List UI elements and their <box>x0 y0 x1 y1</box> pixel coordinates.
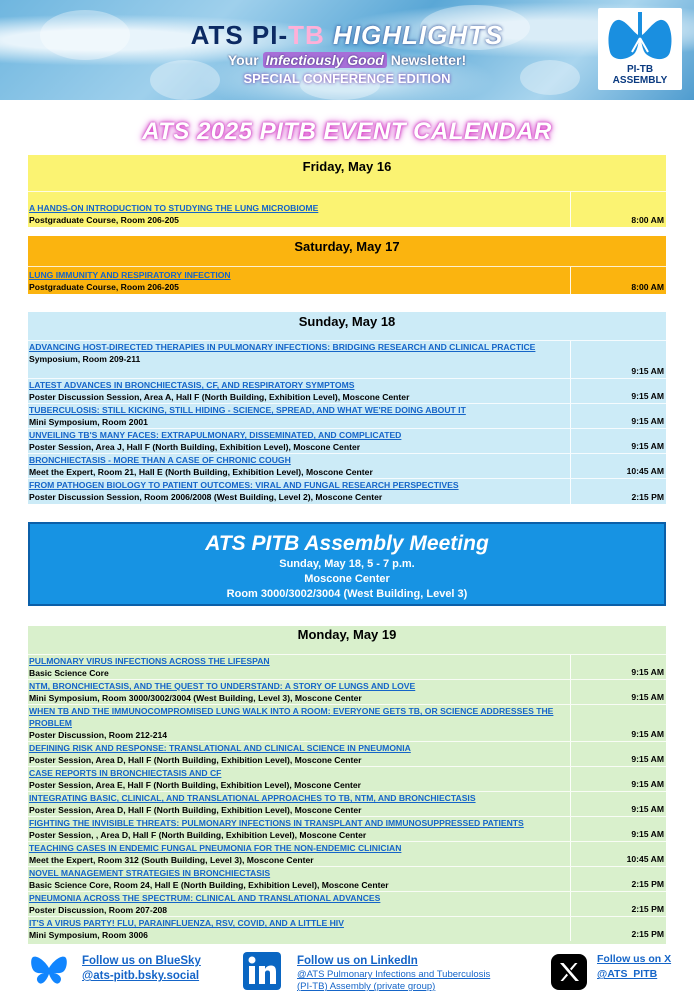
event-title-link[interactable]: WHEN TB AND THE IMMUNOCOMPROMISED LUNG WALK INTO A ROOM: EVERYONE GETS TB, OR SCIENCE ADDRESSES THE PROBLEM <box>29 706 554 728</box>
day-label: Saturday, May 17 <box>294 239 400 254</box>
event-row <box>28 916 666 941</box>
subtitle-part: Newsletter! <box>386 52 467 68</box>
event-row <box>28 266 666 294</box>
event-time: 9:15 AM <box>631 692 664 702</box>
x-follow[interactable] <box>597 952 671 982</box>
event-location: Meet the Expert, Room 312 (South Building, Level 3), Moscone Center <box>29 855 314 865</box>
day-saturday <box>28 236 666 294</box>
event-title-link[interactable]: A HANDS-ON INTRODUCTION TO STUDYING THE LUNG MICROBIOME <box>29 203 319 213</box>
event-time: 9:15 AM <box>631 416 664 426</box>
event-time: 9:15 AM <box>631 779 664 789</box>
bluesky-butterfly-icon[interactable] <box>30 954 68 988</box>
event-location: Meet the Expert, Room 21, Hall E (North Building, Exhibition Level), Moscone Center <box>29 467 373 477</box>
event-location: Basic Science Core, Room 24, Hall E (North Building, Exhibition Level), Moscone Center <box>29 880 389 890</box>
event-title-link[interactable]: PULMONARY VIRUS INFECTIONS ACROSS THE LIFESPAN <box>29 656 270 666</box>
event-location: Basic Science Core <box>29 668 109 678</box>
event-title-link[interactable]: LUNG IMMUNITY AND RESPIRATORY INFECTION <box>29 270 231 280</box>
linkedin-group-link[interactable]: @ATS Pulmonary Infections and Tuberculosis <box>297 969 491 980</box>
assembly-meeting-banner <box>28 522 666 606</box>
event-title-link[interactable]: LATEST ADVANCES IN BRONCHIECTASIS, CF, AND RESPIRATORY SYMPTOMS <box>29 380 355 390</box>
event-time: 10:45 AM <box>626 854 664 864</box>
event-location: Poster Discussion Session, Room 2006/2008 (West Building, Level 2), Moscone Center <box>29 492 383 502</box>
event-title-link[interactable]: BRONCHIECTASIS - MORE THAN A CASE OF CHRONIC COUGH <box>29 455 291 465</box>
event-row <box>28 428 666 453</box>
event-location: Poster Session, , Area D, Hall F (North Building, Exhibition Level), Moscone Center <box>29 830 367 840</box>
day-monday <box>28 626 666 944</box>
title-part: TB <box>288 20 325 50</box>
day-heading <box>28 236 666 266</box>
event-time: 9:15 AM <box>631 804 664 814</box>
title-part: HIGHLIGHTS <box>324 20 504 50</box>
event-time: 8:00 AM <box>631 215 664 225</box>
event-title-link[interactable]: TEACHING CASES IN ENDEMIC FUNGAL PNEUMONIA FOR THE NON-ENDEMIC CLINICIAN <box>29 843 402 853</box>
assembly-room: Room 3000/3002/3004 (West Building, Level 3) <box>226 588 468 600</box>
edition-label: SPECIAL CONFERENCE EDITION <box>243 71 451 86</box>
event-row <box>28 704 666 741</box>
linkedin-group-link[interactable]: (PI-TB) Assembly (private group) <box>297 981 436 992</box>
event-time: 9:15 AM <box>631 391 664 401</box>
event-title-link[interactable]: TUBERCULOSIS: STILL KICKING, STILL HIDING - SCIENCE, SPREAD, AND WHAT WE'RE DOING ABOUT IT <box>29 405 466 415</box>
day-label: Sunday, May 18 <box>298 314 396 329</box>
newsletter-title <box>0 20 694 51</box>
event-row <box>28 679 666 704</box>
newsletter-subtitle <box>0 52 694 68</box>
event-row <box>28 378 666 403</box>
event-title-link[interactable]: ADVANCING HOST-DIRECTED THERAPIES IN PULMONARY INFECTIONS: BRIDGING RESEARCH AND CLINICAL PRACTICE <box>29 342 536 352</box>
event-row <box>28 791 666 816</box>
event-title-link[interactable]: DEFINING RISK AND RESPONSE: TRANSLATIONAL AND CLINICAL SCIENCE IN PNEUMONIA <box>29 743 411 753</box>
x-logo-icon[interactable] <box>551 954 587 990</box>
event-title-link[interactable]: NTM, BRONCHIECTASIS, AND THE QUEST TO UNDERSTAND: A STORY OF LUNGS AND LOVE <box>29 681 416 691</box>
day-sunday <box>28 312 666 504</box>
event-row <box>28 478 666 504</box>
event-row <box>28 340 666 378</box>
pitb-assembly-logo <box>598 8 682 90</box>
social-footer <box>0 946 694 1000</box>
assembly-venue: Moscone Center <box>304 573 390 585</box>
event-title-link[interactable]: FROM PATHOGEN BIOLOGY TO PATIENT OUTCOMES: VIRAL AND FUNGAL RESEARCH PERSPECTIVES <box>29 480 459 490</box>
event-location: Poster Session, Area J, Hall F (North Building, Exhibition Level), Moscone Center <box>29 442 361 452</box>
linkedin-follow[interactable] <box>297 954 490 993</box>
event-row <box>28 841 666 866</box>
event-time: 10:45 AM <box>626 466 664 476</box>
day-heading <box>28 155 666 191</box>
event-location: Symposium, Room 209-211 <box>29 354 141 364</box>
day-label: Friday, May 16 <box>302 159 392 174</box>
event-time: 9:15 AM <box>631 366 664 376</box>
x-handle-link[interactable]: @ATS_PITB <box>597 968 658 980</box>
event-title-link[interactable]: NOVEL MANAGEMENT STRATEGIES IN BRONCHIECTASIS <box>29 868 271 878</box>
x-label-link[interactable]: Follow us on X <box>597 953 672 965</box>
event-row <box>28 891 666 916</box>
event-title-link[interactable]: UNVEILING TB'S MANY FACES: EXTRAPULMONARY, DISSEMINATED, AND COMPLICATED <box>29 430 402 440</box>
event-time: 8:00 AM <box>631 282 664 292</box>
event-location: Mini Symposium, Room 2001 <box>29 417 148 427</box>
event-row <box>28 741 666 766</box>
event-time: 2:15 PM <box>631 879 664 889</box>
event-title-link[interactable]: PNEUMONIA ACROSS THE SPECTRUM: CLINICAL AND TRANSLATIONAL ADVANCES <box>29 893 381 903</box>
event-location: Postgraduate Course, Room 206-205 <box>29 215 179 225</box>
event-time: 2:15 PM <box>631 492 664 502</box>
event-time: 2:15 PM <box>631 904 664 914</box>
bluesky-follow[interactable] <box>82 954 201 984</box>
event-row <box>28 816 666 841</box>
subtitle-emphasis: Infectiously Good <box>263 52 387 68</box>
event-location: Poster Discussion, Room 212-214 <box>29 730 168 740</box>
day-label: Monday, May 19 <box>297 627 397 642</box>
event-row <box>28 453 666 478</box>
logo-line: ASSEMBLY <box>612 75 668 86</box>
bluesky-label-link[interactable]: Follow us on BlueSky <box>82 955 201 967</box>
event-time: 9:15 AM <box>631 829 664 839</box>
subtitle-part: Your <box>227 52 263 68</box>
event-location: Mini Symposium, Room 3006 <box>29 930 148 940</box>
calendar-title: ATS 2025 PITB EVENT CALENDAR <box>142 118 552 145</box>
event-location: Poster Session, Area D, Hall F (North Building, Exhibition Level), Moscone Center <box>29 755 362 765</box>
event-row <box>28 654 666 679</box>
header-banner <box>0 0 694 100</box>
event-location: Poster Session, Area D, Hall F (North Building, Exhibition Level), Moscone Center <box>29 805 362 815</box>
event-time: 9:15 AM <box>631 729 664 739</box>
assembly-title: ATS PITB Assembly Meeting <box>205 532 489 555</box>
event-time: 9:15 AM <box>631 667 664 677</box>
event-title-link[interactable]: INTEGRATING BASIC, CLINICAL, AND TRANSLATIONAL APPROACHES TO TB, NTM, AND BRONCHIECTASIS <box>29 793 476 803</box>
event-title-link[interactable]: IT'S A VIRUS PARTY! FLU, PARAINFLUENZA, RSV, COVID, AND A LITTLE HIV <box>29 918 344 928</box>
linkedin-label-link[interactable]: Follow us on LinkedIn <box>297 955 418 967</box>
event-time: 2:15 PM <box>631 929 664 939</box>
logo-text <box>598 64 682 86</box>
event-location: Mini Symposium, Room 3000/3002/3004 (West Building, Level 3), Moscone Center <box>29 693 362 703</box>
logo-line: PI-TB <box>626 64 654 75</box>
event-time: 9:15 AM <box>631 441 664 451</box>
event-location: Poster Discussion Session, Area A, Hall F (North Building, Exhibition Level), Moscone Center <box>29 392 410 402</box>
title-part: ATS PI- <box>190 20 289 50</box>
event-row <box>28 866 666 891</box>
event-title-link[interactable]: FIGHTING THE INVISIBLE THREATS: PULMONARY INFECTIONS IN TRANSPLANT AND IMMUNOSUPPRESSED PATIENTS <box>29 818 524 828</box>
assembly-date: Sunday, May 18, 5 - 7 p.m. <box>279 558 415 570</box>
lungs-icon <box>598 8 682 66</box>
day-heading <box>28 626 666 654</box>
event-time: 9:15 AM <box>631 754 664 764</box>
event-title-link[interactable]: CASE REPORTS IN BRONCHIECTASIS AND CF <box>29 768 222 778</box>
event-location: Poster Session, Area E, Hall F (North Building, Exhibition Level), Moscone Center <box>29 780 362 790</box>
event-row <box>28 766 666 791</box>
event-row <box>28 403 666 428</box>
bluesky-handle-link[interactable]: @ats-pitb.bsky.social <box>82 970 200 982</box>
day-heading <box>28 312 666 340</box>
linkedin-icon[interactable] <box>243 952 281 990</box>
event-row <box>28 191 666 227</box>
event-location: Poster Discussion, Room 207-208 <box>29 905 168 915</box>
day-friday <box>28 155 666 227</box>
event-location: Postgraduate Course, Room 206-205 <box>29 282 179 292</box>
